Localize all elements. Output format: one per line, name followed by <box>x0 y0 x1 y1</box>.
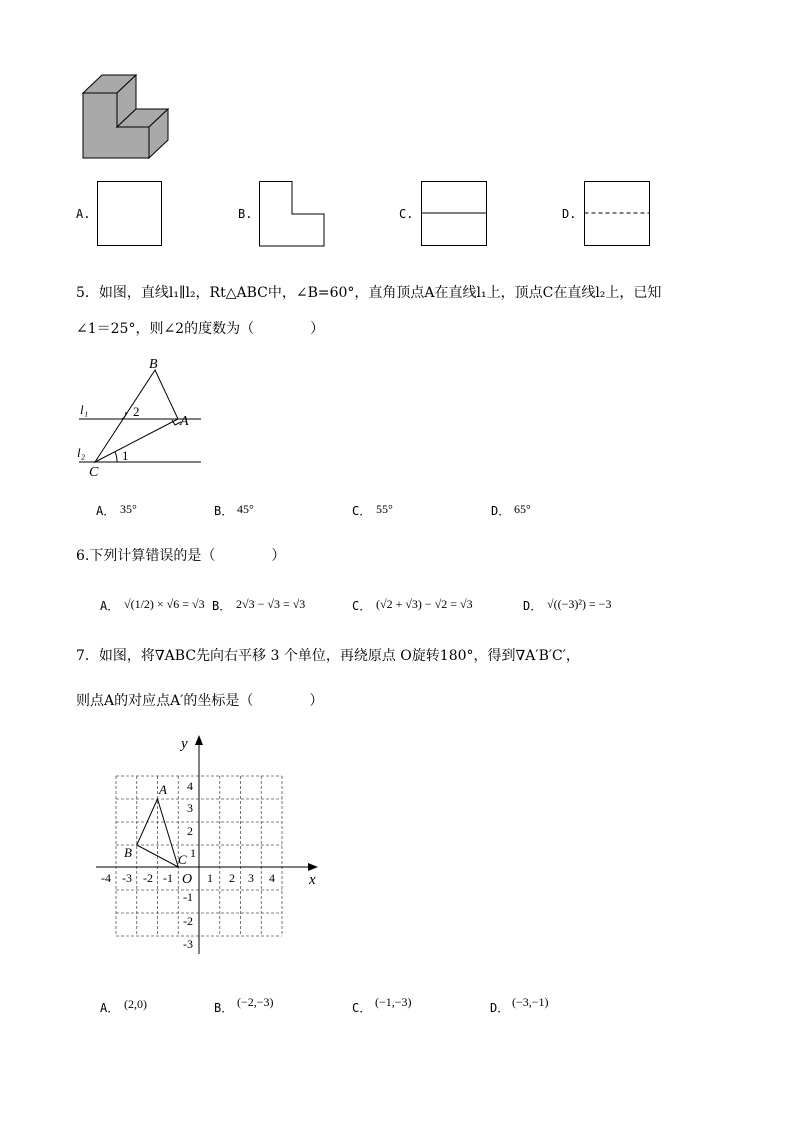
q7-x-tick-3: 3 <box>248 871 254 885</box>
q7-option-b-letter[interactable]: B． <box>214 1001 234 1015</box>
q7-option-b-value: (−2,−3) <box>237 995 274 1009</box>
q5-option-d-value: 65° <box>514 502 531 516</box>
q7-coordinate-grid-figure <box>92 730 327 960</box>
q7-y-tick-neg1: -1 <box>183 890 193 904</box>
q4-option-c-rectangle-solid-line <box>420 180 488 248</box>
q5-option-b-letter[interactable]: B． <box>214 504 234 518</box>
q4-option-b-l-shape <box>258 180 326 248</box>
q7-label-c: C <box>178 852 187 867</box>
q4-option-b-letter[interactable]: B. <box>238 207 253 221</box>
q6-stem: 6.下列计算错误的是（ ） <box>76 548 286 564</box>
q4-option-a-square <box>97 181 162 246</box>
q6-option-a-value: √(1/2) × √6 = √3 <box>124 597 205 611</box>
q7-label-origin: O <box>182 872 193 887</box>
q5-option-a-letter[interactable]: A． <box>96 504 116 518</box>
q5-label-angle1: 1 <box>122 448 129 463</box>
q7-y-tick-1: 1 <box>190 846 196 860</box>
q5-label-angle2: 2 <box>133 404 140 419</box>
q5-option-c-value: 55° <box>376 502 393 516</box>
q7-label-a: A <box>159 782 167 797</box>
q4-option-d-rectangle-dashed-line <box>583 180 651 248</box>
q7-label-x: x <box>309 872 316 888</box>
q5-option-c-letter[interactable]: C． <box>352 504 372 518</box>
q7-x-tick-neg1: -1 <box>163 871 173 885</box>
q7-x-tick-4: 4 <box>269 871 275 885</box>
q6-option-c-letter[interactable]: C． <box>352 599 372 613</box>
q6-option-d-value: √((−3)²) = −3 <box>547 597 612 611</box>
q7-y-tick-neg3: -3 <box>183 937 193 951</box>
q4-option-d-letter[interactable]: D. <box>562 207 577 221</box>
q7-y-tick-4: 4 <box>187 779 193 793</box>
q7-label-y: y <box>181 736 188 752</box>
q5-stem-line2: ∠1＝25°，则∠2的度数为（ ） <box>76 321 325 337</box>
q7-stem-line1: 7．如图，将∇ABC先向右平移 3 个单位，再绕原点 O旋转180°，得到∇A′B′C′， <box>76 648 580 664</box>
q7-option-c-value: (−1,−3) <box>375 995 412 1009</box>
q6-option-a-letter[interactable]: A． <box>100 599 120 613</box>
q7-option-d-value: (−3,−1) <box>512 995 549 1009</box>
q7-option-a-value: (2,0) <box>124 997 147 1011</box>
l-shaped-solid-figure <box>80 70 180 165</box>
q6-option-c-value: (√2 + √3) − √2 = √3 <box>376 597 473 611</box>
q7-x-tick-neg3: -3 <box>122 871 132 885</box>
q7-x-tick-neg2: -2 <box>143 871 153 885</box>
q7-option-a-letter[interactable]: A． <box>100 1001 120 1015</box>
q6-option-d-letter[interactable]: D． <box>523 599 543 613</box>
q5-label-l1: l₁ <box>80 402 89 417</box>
q4-option-c-letter[interactable]: C. <box>399 207 414 221</box>
q7-y-tick-2: 2 <box>187 824 193 838</box>
q7-option-c-letter[interactable]: C． <box>352 1001 372 1015</box>
q7-x-tick-2: 2 <box>229 871 235 885</box>
q5-label-c: C <box>89 465 99 480</box>
q5-option-a-value: 35° <box>120 502 137 516</box>
q7-stem-line2: 则点A的对应点A′的坐标是（ ） <box>76 693 324 709</box>
q7-y-tick-neg2: -2 <box>183 914 193 928</box>
q7-y-tick-3: 3 <box>187 801 193 815</box>
q7-x-tick-neg4: -4 <box>101 871 111 885</box>
q6-option-b-letter[interactable]: B． <box>212 599 232 613</box>
q5-stem-line1: 5．如图，直线l₁∥l₂，Rt△ABC中，∠B=60°，直角顶点A在直线l₁上，顶点C在直线l₂上，已知 <box>76 285 662 301</box>
q7-label-b: B <box>124 845 132 860</box>
q5-label-a: A <box>180 414 189 429</box>
q7-option-d-letter[interactable]: D． <box>490 1001 510 1015</box>
q5-parallel-lines-triangle-figure <box>74 352 209 482</box>
q7-x-tick-1: 1 <box>207 871 213 885</box>
q5-option-d-letter[interactable]: D． <box>491 504 511 518</box>
q5-label-b: B <box>149 357 158 372</box>
q5-label-l2: l₂ <box>77 445 86 460</box>
q5-option-b-value: 45° <box>237 502 254 516</box>
q6-option-b-value: 2√3 − √3 = √3 <box>236 597 306 611</box>
q4-option-a-letter[interactable]: A. <box>76 207 91 221</box>
